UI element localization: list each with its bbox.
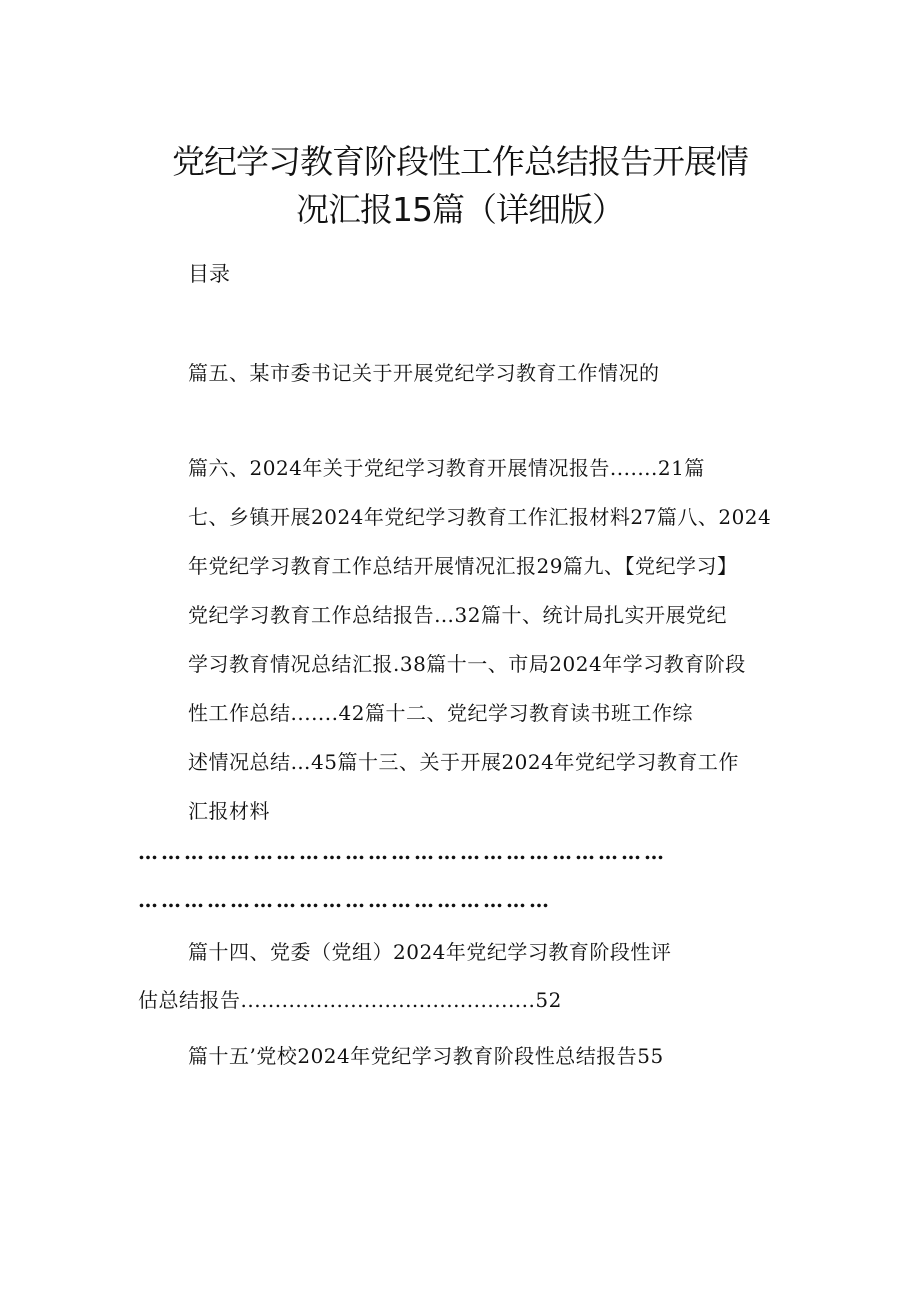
dot-leader-row-2: ……………………………………………… [138,888,552,912]
toc-entry-10[interactable]: 学习教育情况总结汇报.38篇十一、市局2024年学习教育阶段 [188,652,746,676]
toc-entry-14[interactable]: 篇十四、党委（党组）2024年党纪学习教育阶段性评 [188,940,672,964]
toc-entry-8[interactable]: 年党纪学习教育工作总结开展情况汇报29篇九、【党纪学习】 [188,554,738,578]
toc-entry-5[interactable]: 篇五、某市委书记关于开展党纪学习教育工作情况的 [188,361,660,385]
toc-entry-14-cont[interactable]: 估总结报告...........................................52 [138,988,562,1012]
document-title-line-2: 况汇报15篇（详细版） [296,190,624,229]
document-title-line-1: 党纪学习教育阶段性工作总结报告开展情 [172,142,748,181]
toc-entry-7[interactable]: 七、乡镇开展2024年党纪学习教育工作汇报材料27篇八、2024 [188,505,772,529]
toc-entry-12[interactable]: 述情况总结…45篇十三、关于开展2024年党纪学习教育工作 [188,750,739,774]
toc-entry-15[interactable]: 篇十五’党校2024年党纪学习教育阶段性总结报告55 [188,1044,664,1068]
toc-label: 目录 [188,262,230,286]
document-title [0,138,920,234]
toc-entry-11[interactable]: 性工作总结.......42篇十二、党纪学习教育读书班工作综 [188,701,693,725]
toc-entry-9[interactable]: 党纪学习教育工作总结报告…32篇十、统计局扎实开展党纪 [188,603,727,627]
toc-entry-13[interactable]: 汇报材料 [188,799,270,823]
dot-leader-row-1: …………………………………………………………… [138,840,667,864]
toc-entry-6[interactable]: 篇六、2024年关于党纪学习教育开展情况报告.......21篇 [188,456,705,480]
